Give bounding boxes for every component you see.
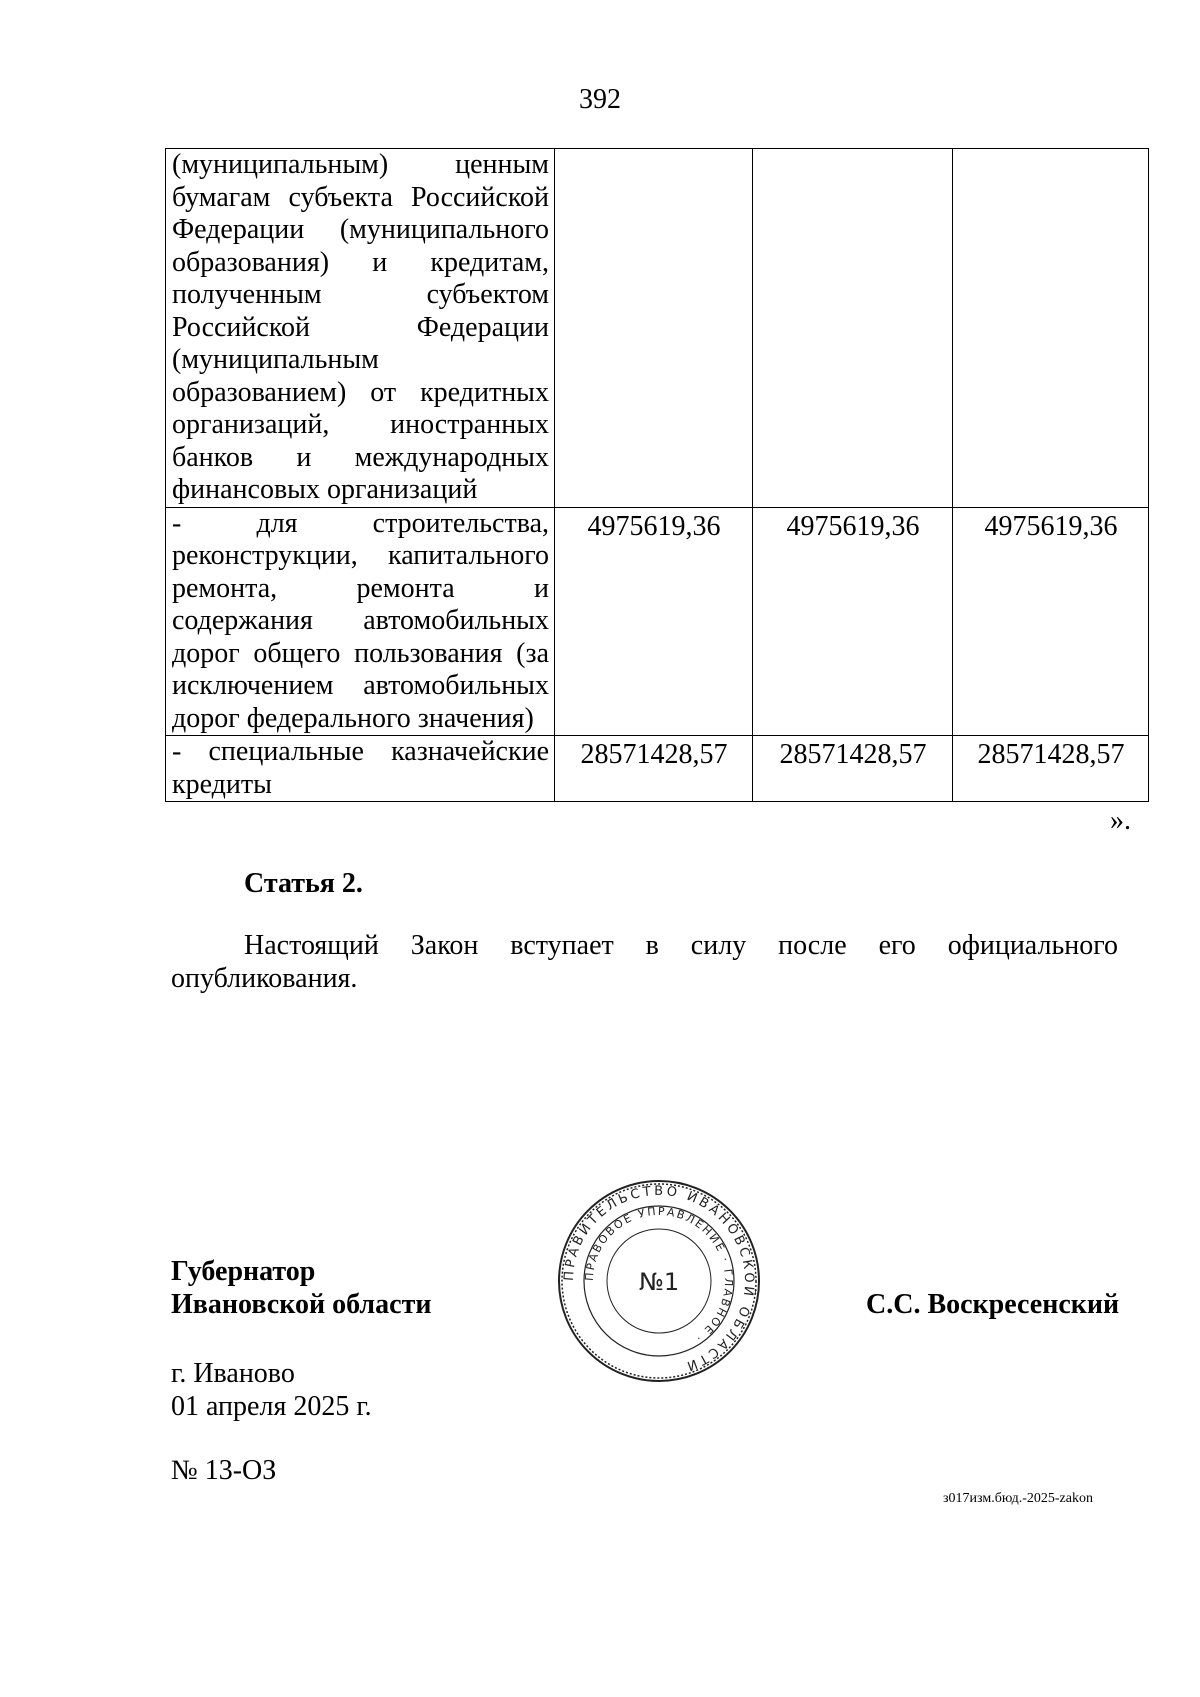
- description-line: кредиты: [172, 768, 272, 800]
- row-description: [166, 736, 555, 802]
- city: г. Иваново: [171, 1358, 295, 1389]
- description-line: - специальные казначейские: [172, 736, 549, 767]
- table-row: [166, 149, 1149, 508]
- description-line: финансовых организаций: [172, 474, 478, 505]
- signing-date: 01 апреля 2025 г.: [171, 1391, 372, 1422]
- description-line: организаций, иностранных: [172, 409, 549, 440]
- value-cell: [953, 149, 1149, 508]
- governor-title: [171, 1256, 431, 1321]
- value-cell: 4975619,36: [753, 507, 953, 736]
- description-line: дорог общего пользования (за: [172, 637, 549, 669]
- table-row: [166, 736, 1149, 802]
- value-cell: 28571428,57: [953, 736, 1149, 802]
- description-line: образования) и кредитам,: [172, 246, 549, 278]
- description-line: Федерации (муниципального: [172, 214, 549, 245]
- governor-title-line-1: Губернатор: [171, 1256, 316, 1287]
- description-line: (муниципальным) ценным: [172, 149, 549, 180]
- governor-title-line-2: Ивановской области: [171, 1288, 432, 1320]
- budget-table: [165, 148, 1149, 802]
- value-cell: 4975619,36: [953, 507, 1149, 736]
- description-line: ремонта, ремонта и: [172, 572, 549, 604]
- description-line: - для строительства,: [172, 507, 549, 539]
- description-line: исключением автомобильных: [172, 670, 549, 701]
- description-line: Российской Федерации: [172, 311, 549, 343]
- law-number: № 13-ОЗ: [171, 1455, 277, 1486]
- article-text-line-1: Настоящий Закон вступает в силу после его официального: [244, 930, 1118, 961]
- description-line: реконструкции, капитального: [172, 540, 549, 571]
- file-code: з017изм.бюд.-2025-zakon: [943, 1491, 1093, 1506]
- description-line: (муниципальным: [172, 344, 379, 375]
- value-cell: 28571428,57: [753, 736, 953, 802]
- description-line: бумагам субъекта Российской: [172, 181, 549, 213]
- seal-center-text: №1: [638, 1268, 680, 1296]
- description-line: содержания автомобильных: [172, 605, 549, 636]
- description-line: образованием) от кредитных: [172, 376, 549, 408]
- row-description: [166, 507, 555, 736]
- value-cell: [555, 149, 753, 508]
- article-heading: Статья 2.: [244, 868, 363, 899]
- value-cell: 28571428,57: [555, 736, 753, 802]
- description-line: полученным субъектом: [172, 279, 549, 310]
- closing-quote: ».: [1110, 805, 1131, 836]
- table-body: [166, 149, 1149, 802]
- description-line: дорог федерального значения): [172, 702, 534, 734]
- page-number: 392: [579, 84, 621, 115]
- seal-outer-textpath: ПРАВИТЕЛЬСТВО ИВАНОВСКОЙ ОБЛАСТИ: [561, 1183, 757, 1374]
- value-cell: 4975619,36: [555, 507, 753, 736]
- article-text-line-2: опубликования.: [171, 962, 358, 994]
- table-row: [166, 507, 1149, 736]
- article-text: [171, 930, 1118, 995]
- seal-inner-textpath: ПРАВОВОЕ УПРАВЛЕНИЕ · ГЛАВНОЕ ·: [582, 1204, 736, 1346]
- value-cell: [753, 149, 953, 508]
- official-seal: [556, 1178, 762, 1384]
- governor-name: С.С. Воскресенский: [866, 1289, 1120, 1320]
- description-line: банков и международных: [172, 441, 549, 473]
- row-description: [166, 149, 555, 508]
